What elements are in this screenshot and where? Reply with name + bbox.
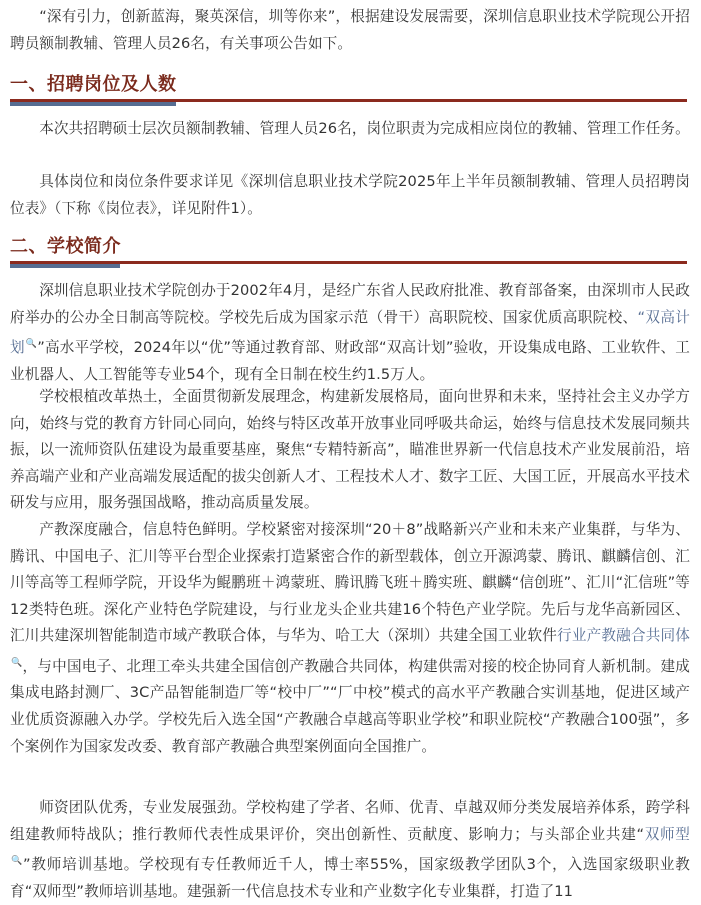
search-icon: 🔍 bbox=[25, 339, 38, 350]
section-title-school: 二、学校简介 bbox=[10, 236, 121, 257]
section2-paragraph-1 bbox=[10, 278, 690, 388]
section-heading-school bbox=[10, 232, 687, 266]
section2-paragraph-2: 学校根植改革热土，全面贯彻新发展理念，构建新发展格局，面向世界和未来，坚持社会主义办学方向，始终与党的教育方针同心同向，始终与特区改革开放事业同呼吸共命运，始终与信息技术发展同频共振，以一流师资队伍建设为最重要基座，聚焦“专精特新高”，瞄准世界新一代信息技术产业发展前沿，培养高端产业和产业高端发展适配的拔尖创新人才、工程技术人才、数字工匠、大国工匠，开展高水平技术研发与应用，服务强国战略，推动高质量发展。 bbox=[10, 388, 690, 512]
text-run: 深圳信息职业技术学院创办于2002年4月，是经广东省人民政府批准、教育部备案，由深圳市人民政府举办的公办全日制高等院校。学校先后成为国家示范（骨干）高职院校、国家优质高职院校、 bbox=[10, 282, 690, 326]
section-title-positions: 一、招聘岗位及人数 bbox=[10, 74, 177, 95]
section2-paragraph-3 bbox=[10, 517, 690, 760]
keyword-text: “双高计划 bbox=[10, 308, 690, 357]
text-run: 产教深度融合，信息特色鲜明。学校紧密对接深圳“20＋8”战略新兴产业和未来产业集群，与华为、腾讯、中国电子、汇川等平台型企业探索打造紧密合作的新型载体，创立开源鸿蒙、腾讯、麒麟信创、汇川等高等工程师学院，开设华为鲲鹏班＋鸿蒙班、腾讯腾飞班＋腾实班、麒麟“信创班”、汇川“汇信班”等12类特色班。深化产业特色学院建设，与行业龙头企业共建16个特色产业学院。先后与龙华高新园区、汇川共建深圳智能制造市域产教联合体，与华为、哈工大（深圳）共建全国工业软件 bbox=[10, 521, 690, 645]
section2-paragraph-4 bbox=[10, 795, 690, 905]
section-accent-bar bbox=[10, 102, 176, 106]
section-accent-bar bbox=[10, 264, 120, 268]
section1-paragraph-2: 具体岗位和岗位条件要求详见《深圳信息职业技术学院2025年上半年员额制教辅、管理人员招聘岗位表》（下称《岗位表》，详见附件1）。 bbox=[10, 173, 690, 217]
search-icon: 🔍 bbox=[11, 856, 24, 867]
text-run: 师资团队优秀，专业发展强劲。学校构建了学者、名师、优青、卓越双师分类发展培养体系，跨学科组建教师特战队；推行教师代表性成果评价，突出创新性、贡献度、影响力；与头部企业共建“ bbox=[10, 799, 690, 843]
intro-paragraph: “深有引力，创新蓝海，聚英深信，圳等你来”，根据建设发展需要，深圳信息职业技术学院现公开招聘员额制教辅、管理人员26名，有关事项公告如下。 bbox=[10, 8, 690, 52]
text-run: ”高水平学校，2024年以“优”等通过教育部、财政部“双高计划”验收，开设集成电路、工业软件、工业机器人、人工智能等专业54个，现有全日制在校生约1.5万人。 bbox=[10, 339, 691, 383]
keyword-text: 行业产教融合共同体 bbox=[557, 627, 691, 645]
text-run: ”教师培训基地。学校现有专任教师近千人，博士率55%，国家级教学团队3个，入选国家级职业教育“双师型”教师培训基地。建强新一代信息技术专业和产业数字化专业集群，打造了11 bbox=[10, 856, 690, 900]
section-heading-positions bbox=[10, 70, 687, 104]
search-icon: 🔍 bbox=[11, 657, 23, 668]
section1-paragraph-1: 本次共招聘硕士层次员额制教辅、管理人员26名，岗位职责为完成相应岗位的教辅、管理工作任务。 bbox=[39, 120, 690, 137]
text-run: ，与中国电子、北理工牵头共建全国信创产教融合共同体，构建供需对接的校企协同育人新机制。建成集成电路封测厂、3C产品智能制造厂等“校中厂”“厂中校”模式的高水平产教融合实训基地，促进区域产业优质资源融入办学。学校先后入选全国“产教融合卓越高等职业学校”和职业院校“产教融合100强”，多个案例作为国家发改委、教育部产教融合典型案例面向全国推广。 bbox=[10, 657, 690, 755]
keyword-text: 双师型 bbox=[644, 825, 690, 843]
